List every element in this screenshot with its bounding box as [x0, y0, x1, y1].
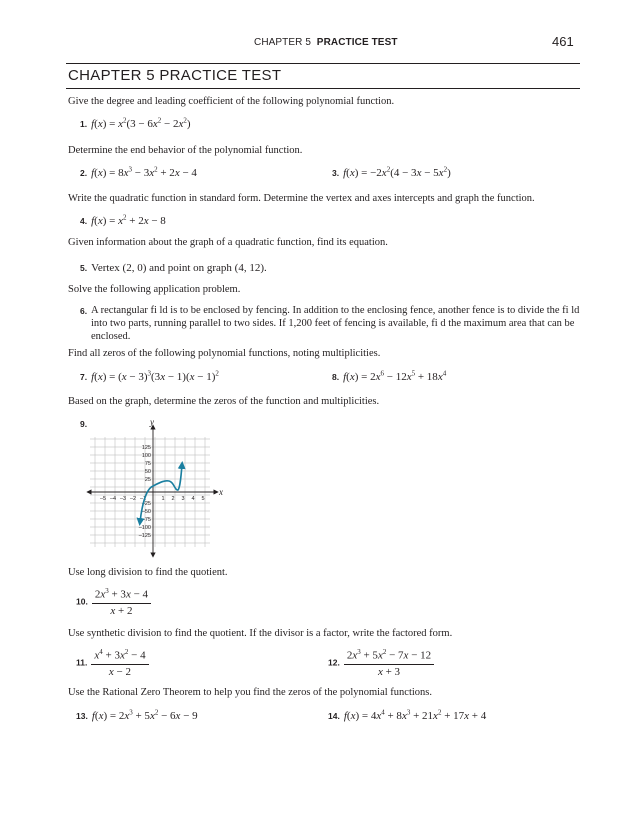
instruction-degree: Give the degree and leading coefficient of the following polynomial function.	[68, 96, 395, 107]
y-axis-label: y	[150, 417, 154, 427]
x-tick-labels	[100, 496, 205, 502]
problem-7	[80, 367, 219, 385]
problem-1	[80, 114, 191, 132]
y-tick-label: –125	[138, 533, 151, 539]
title-rule	[66, 88, 580, 89]
problem-2	[80, 163, 197, 181]
x-tick-label: 2	[171, 496, 175, 502]
y-tick-label: –75	[141, 517, 151, 523]
header-chapter: CHAPTER 5	[254, 37, 312, 48]
equation: $f(x) = x^2(3 - 6x^2 - 2x^2)$	[91, 116, 191, 130]
problem-11	[76, 646, 149, 679]
problem-number: 12.	[328, 657, 340, 668]
denominator: x + 3	[377, 665, 401, 678]
numerator: $x^4 + 3x^2 - 4$	[91, 646, 148, 665]
fraction	[91, 646, 148, 679]
problem-13	[76, 706, 198, 724]
header-rule	[66, 63, 580, 64]
x-tick-label: 4	[191, 496, 195, 502]
instruction-long-division: Use long division to find the quotient.	[68, 567, 228, 578]
equation: $f(x) = 8x^3 - 3x^2 + 2x - 4$	[91, 165, 197, 179]
problem-number: 2.	[80, 168, 88, 178]
y-tick-label: 25	[144, 477, 151, 483]
y-tick-label: 50	[144, 469, 151, 475]
x-axis-label: x	[219, 487, 223, 497]
fraction	[92, 585, 151, 618]
problem-6-text: A rectangular fi ld is to be enclosed by fencing. In addition to the enclosing fence, another fence is to divide the fi ld into two parts, running parallel to two sides. If 1,200 feet of fencing is available, fi d the maximum area that can be enclosed.	[91, 305, 580, 342]
page-number: 461	[552, 34, 574, 49]
problem-4	[80, 211, 166, 229]
numerator: $2x^3 + 3x - 4$	[92, 585, 151, 604]
x-tick-label: –5	[99, 496, 107, 502]
instruction-quadratic: Write the quadratic function in standard form. Determine the vertex and axes intercepts and graph the function.	[68, 193, 535, 204]
y-tick-label: 125	[141, 445, 151, 451]
x-tick-label: –3	[119, 496, 127, 502]
header-section: PRACTICE TEST	[316, 37, 398, 48]
instruction-graph: Based on the graph, determine the zeros of the function and multiplicities.	[68, 396, 380, 407]
x-tick-label: –2	[129, 496, 137, 502]
problem-number: 10.	[76, 596, 88, 607]
problem-number: 5.	[80, 263, 88, 273]
problem-number: 7.	[80, 372, 88, 382]
problem-text: Vertex (2, 0) and point on graph (4, 12).	[91, 262, 267, 274]
problem-number: 9.	[80, 419, 88, 429]
equation: $f(x) = 4x^4 + 8x^3 + 21x^2 + 17x + 4$	[343, 708, 487, 722]
y-tick-label: –100	[138, 525, 151, 531]
y-tick-label: –50	[141, 509, 151, 515]
instruction-given-info: Given information about the graph of a quadratic function, find its equation.	[68, 237, 388, 248]
denominator: x + 2	[110, 604, 133, 617]
x-tick-label: 5	[201, 496, 205, 502]
equation: $f(x) = x^2 + 2x - 8$	[91, 213, 166, 227]
problem-12	[328, 646, 434, 679]
problem-14	[328, 706, 486, 724]
y-tick-label: 75	[144, 461, 151, 467]
problem-number: 1.	[80, 119, 88, 129]
denominator: x − 2	[108, 665, 132, 678]
equation: $f(x) = 2x^3 + 5x^2 - 6x - 9$	[91, 708, 198, 722]
x-tick-label: 1	[161, 496, 165, 502]
instruction-end-behavior: Determine the end behavior of the polynomial function.	[68, 145, 303, 156]
y-tick-label: –25	[141, 501, 151, 507]
problem-number: 6.	[80, 306, 88, 316]
problem-number: 13.	[76, 711, 88, 721]
problem-number: 4.	[80, 216, 88, 226]
fraction	[344, 646, 434, 679]
problem-5	[80, 258, 267, 276]
problem-8	[332, 367, 446, 385]
numerator: $2x^3 + 5x^2 - 7x - 12$	[344, 646, 434, 665]
problem-number: 3.	[332, 168, 340, 178]
equation: $f(x) = 2x^6 - 12x^5 + 18x^4$	[343, 369, 447, 383]
instruction-zeros: Find all zeros of the following polynomial functions, noting multiplicities.	[68, 348, 381, 359]
instruction-synthetic: Use synthetic division to find the quotient. If the divisor is a factor, write the factored form.	[68, 628, 453, 639]
instruction-application: Solve the following application problem.	[68, 284, 241, 295]
running-header	[254, 37, 398, 48]
page-title: CHAPTER 5 PRACTICE TEST	[68, 67, 282, 84]
problem-number: 11.	[76, 657, 88, 668]
y-tick-label: 100	[141, 453, 151, 459]
equation: $f(x) = (x - 3)^3(3x - 1)(x - 1)^2$	[91, 369, 219, 383]
problem-number: 8.	[332, 372, 340, 382]
x-tick-label: –1	[139, 496, 147, 502]
instruction-rational: Use the Rational Zero Theorem to help you find the zeros of the polynomial functions.	[68, 687, 433, 698]
polynomial-graph	[85, 415, 235, 565]
problem-10	[76, 585, 151, 618]
problem-3	[332, 163, 451, 181]
x-tick-label: –4	[109, 496, 117, 502]
x-tick-label: 3	[181, 496, 185, 502]
equation: $f(x) = -2x^2(4 - 3x - 5x^2)$	[343, 165, 451, 179]
problem-number: 14.	[328, 711, 340, 721]
